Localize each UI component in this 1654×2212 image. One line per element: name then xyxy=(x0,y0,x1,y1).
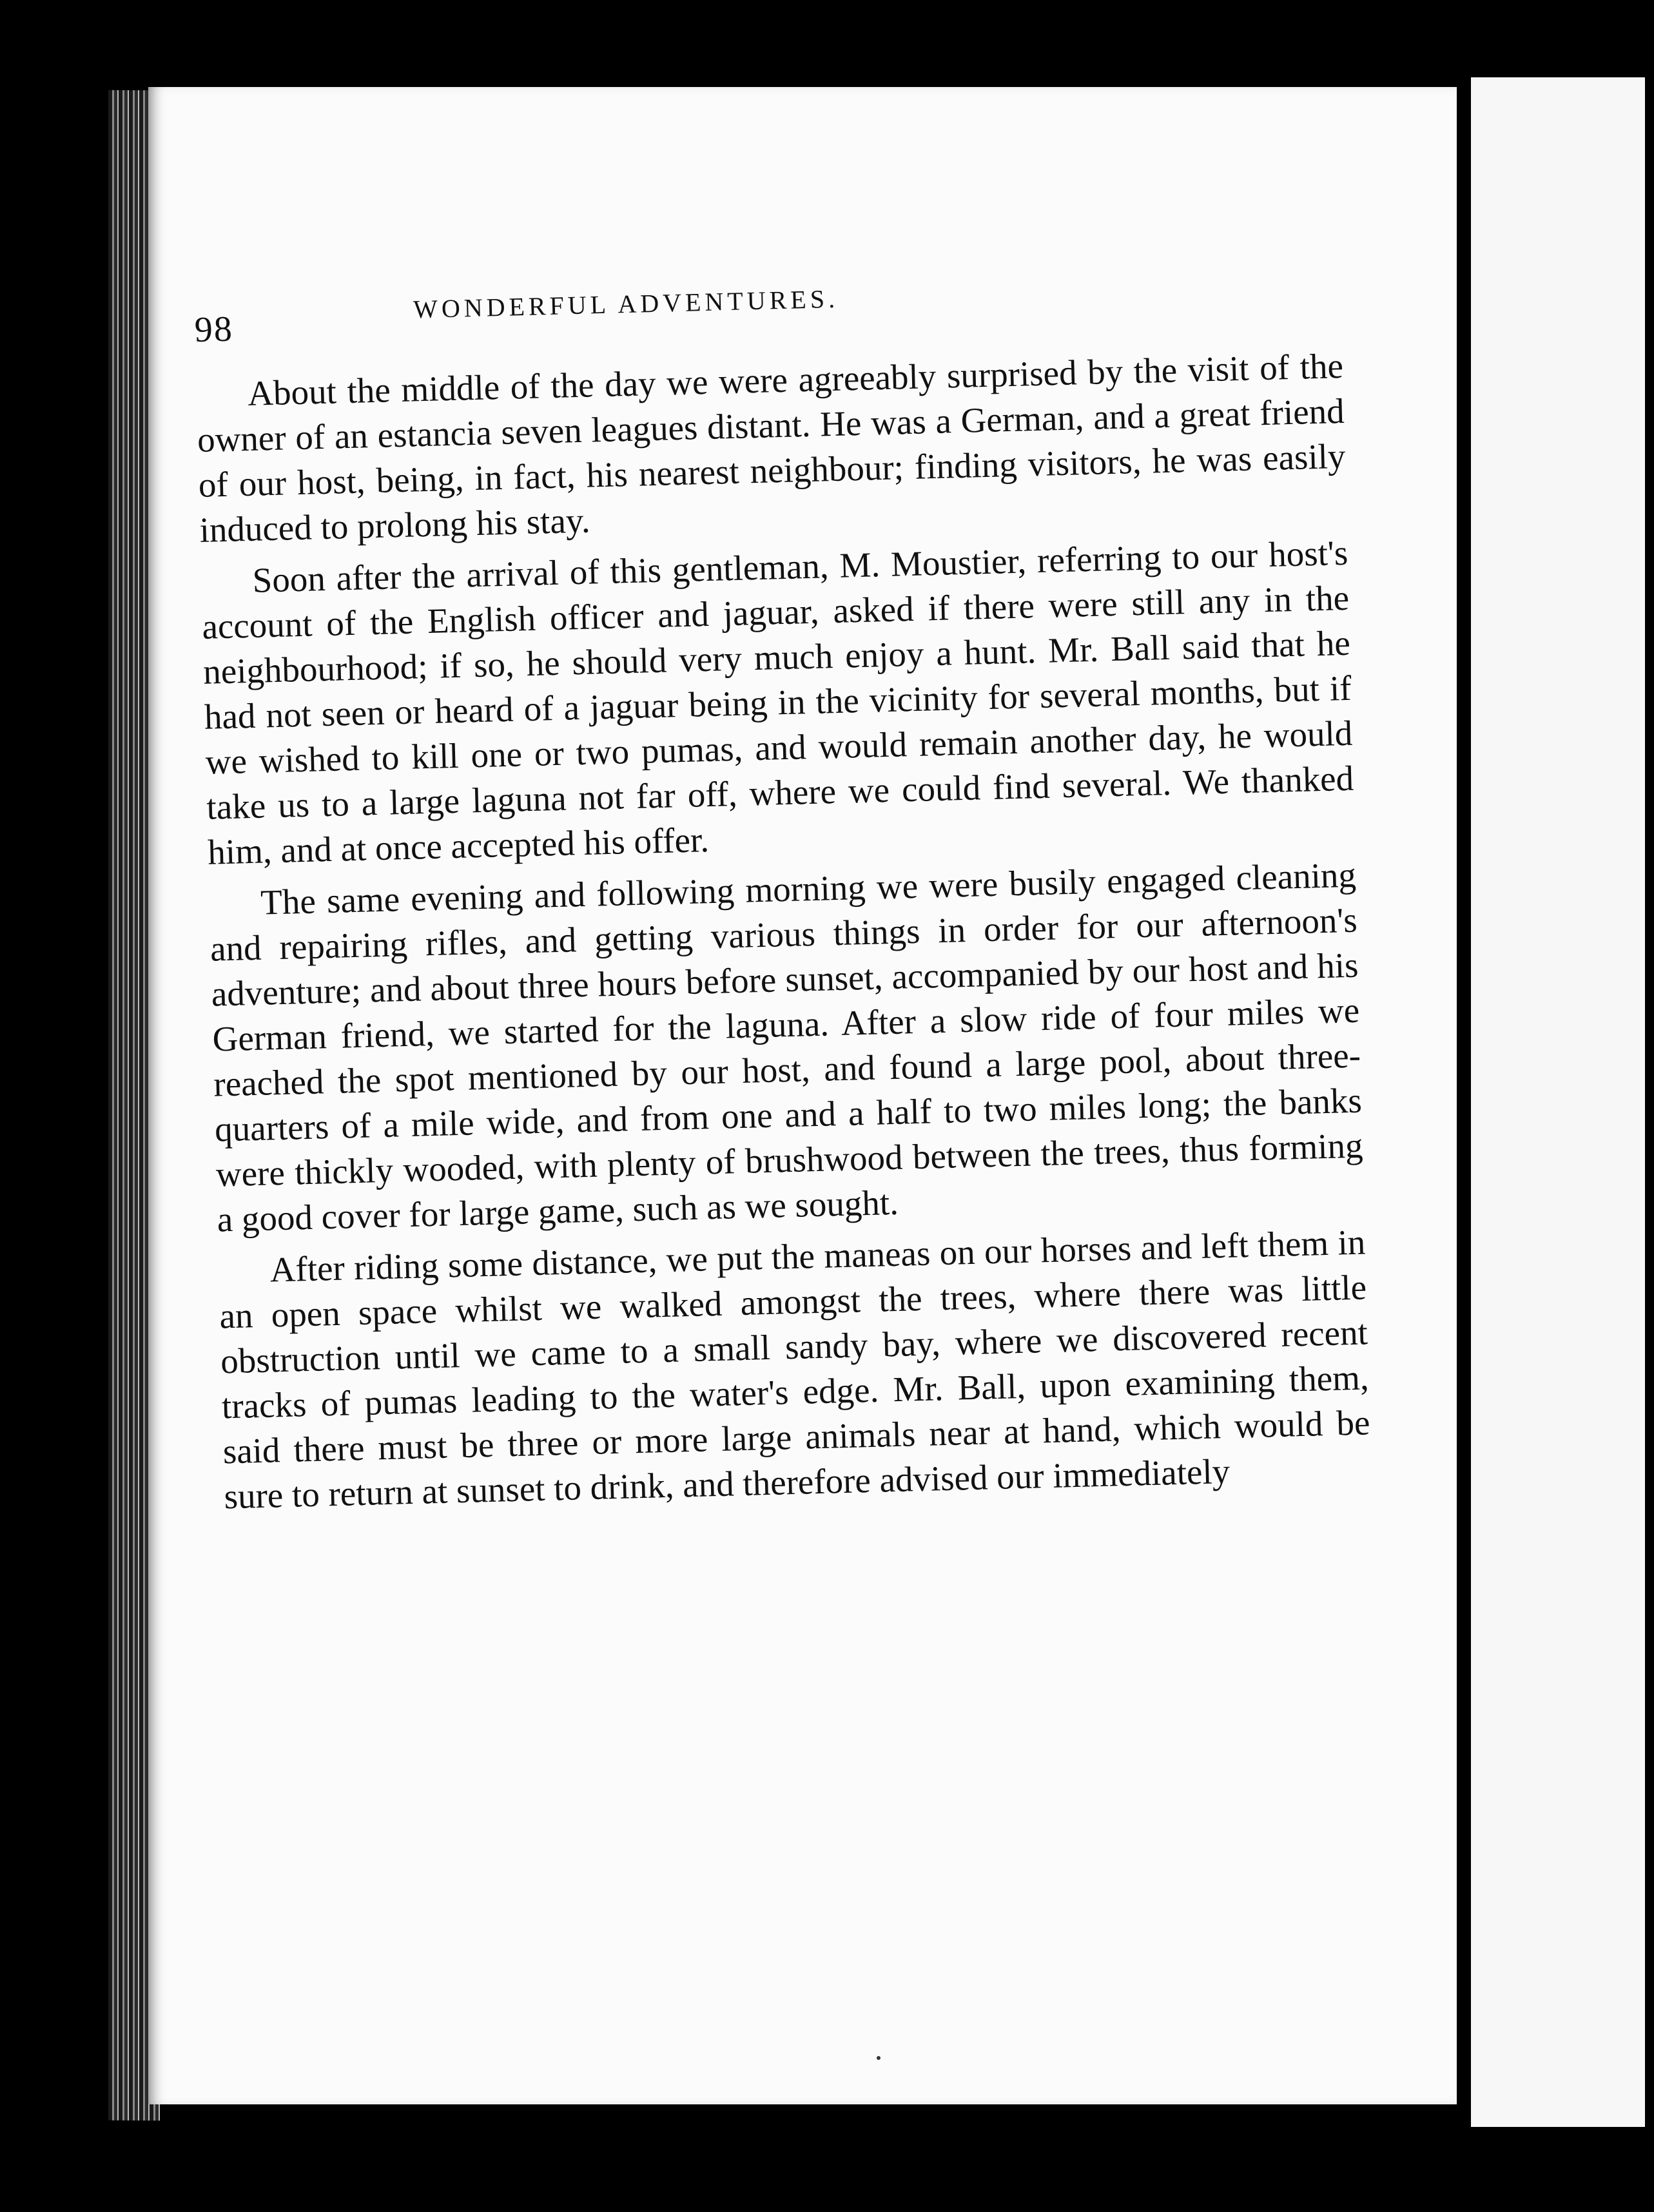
ink-speck xyxy=(877,2056,881,2060)
running-header-title: WONDERFUL ADVENTURES. xyxy=(413,284,839,324)
facing-page-edge xyxy=(1471,77,1645,2127)
paragraph-3: The same evening and following morning we were busily engaged cleaning and repairing rifles, and getting various things in order for our afternoon's adventure; and about three hours before sunset, accompanied by our host and his German friend, we started for the laguna. After a slow ride of four miles we reached the spot mentioned by our host, and found a large pool, about three-quarters of a mile wide, and from one and a half to two miles long; the banks were thickly wooded, with plenty of brushwood between the trees, thus forming a good cover for large game, such as we sought. xyxy=(209,855,1364,1239)
paragraph-2: Soon after the arrival of this gentleman, M. Moustier, referring to our host's account of the English officer and jaguar, asked if there were still any in the neighbourhood; if so, he should very much enjoy a hunt. Mr. Ball said that he had not seen or heard of a jaguar being in the vicinity for several months, but if we wished to kill one or two pumas, and would remain another day, he would take us to a large laguna not far off, where we could find several. We thanked him, and at once accepted his offer. xyxy=(201,532,1354,872)
page-number: 98 xyxy=(194,309,234,350)
page-text-block xyxy=(193,255,1372,1526)
paragraph-1: About the middle of the day we were agreeably surprised by the visit of the owner of an estancia seven leagues distant. He was a German, and a great friend of our host, being, in fact, his nearest neighbour; finding visitors, he was easily induced to prolong his stay. xyxy=(197,345,1347,550)
paragraph-4: After riding some distance, we put the maneas on our horses and left them in an open space whilst we walked amongst the trees, where there was little obstruction until we came to a small sandy bay, where we discovered recent tracks of pumas leading to the water's edge. Mr. Ball, upon examining them, said there must be three or more large animals near at hand, which would be sure to return at sunset to drink, and therefore advised our immediately xyxy=(219,1222,1371,1517)
